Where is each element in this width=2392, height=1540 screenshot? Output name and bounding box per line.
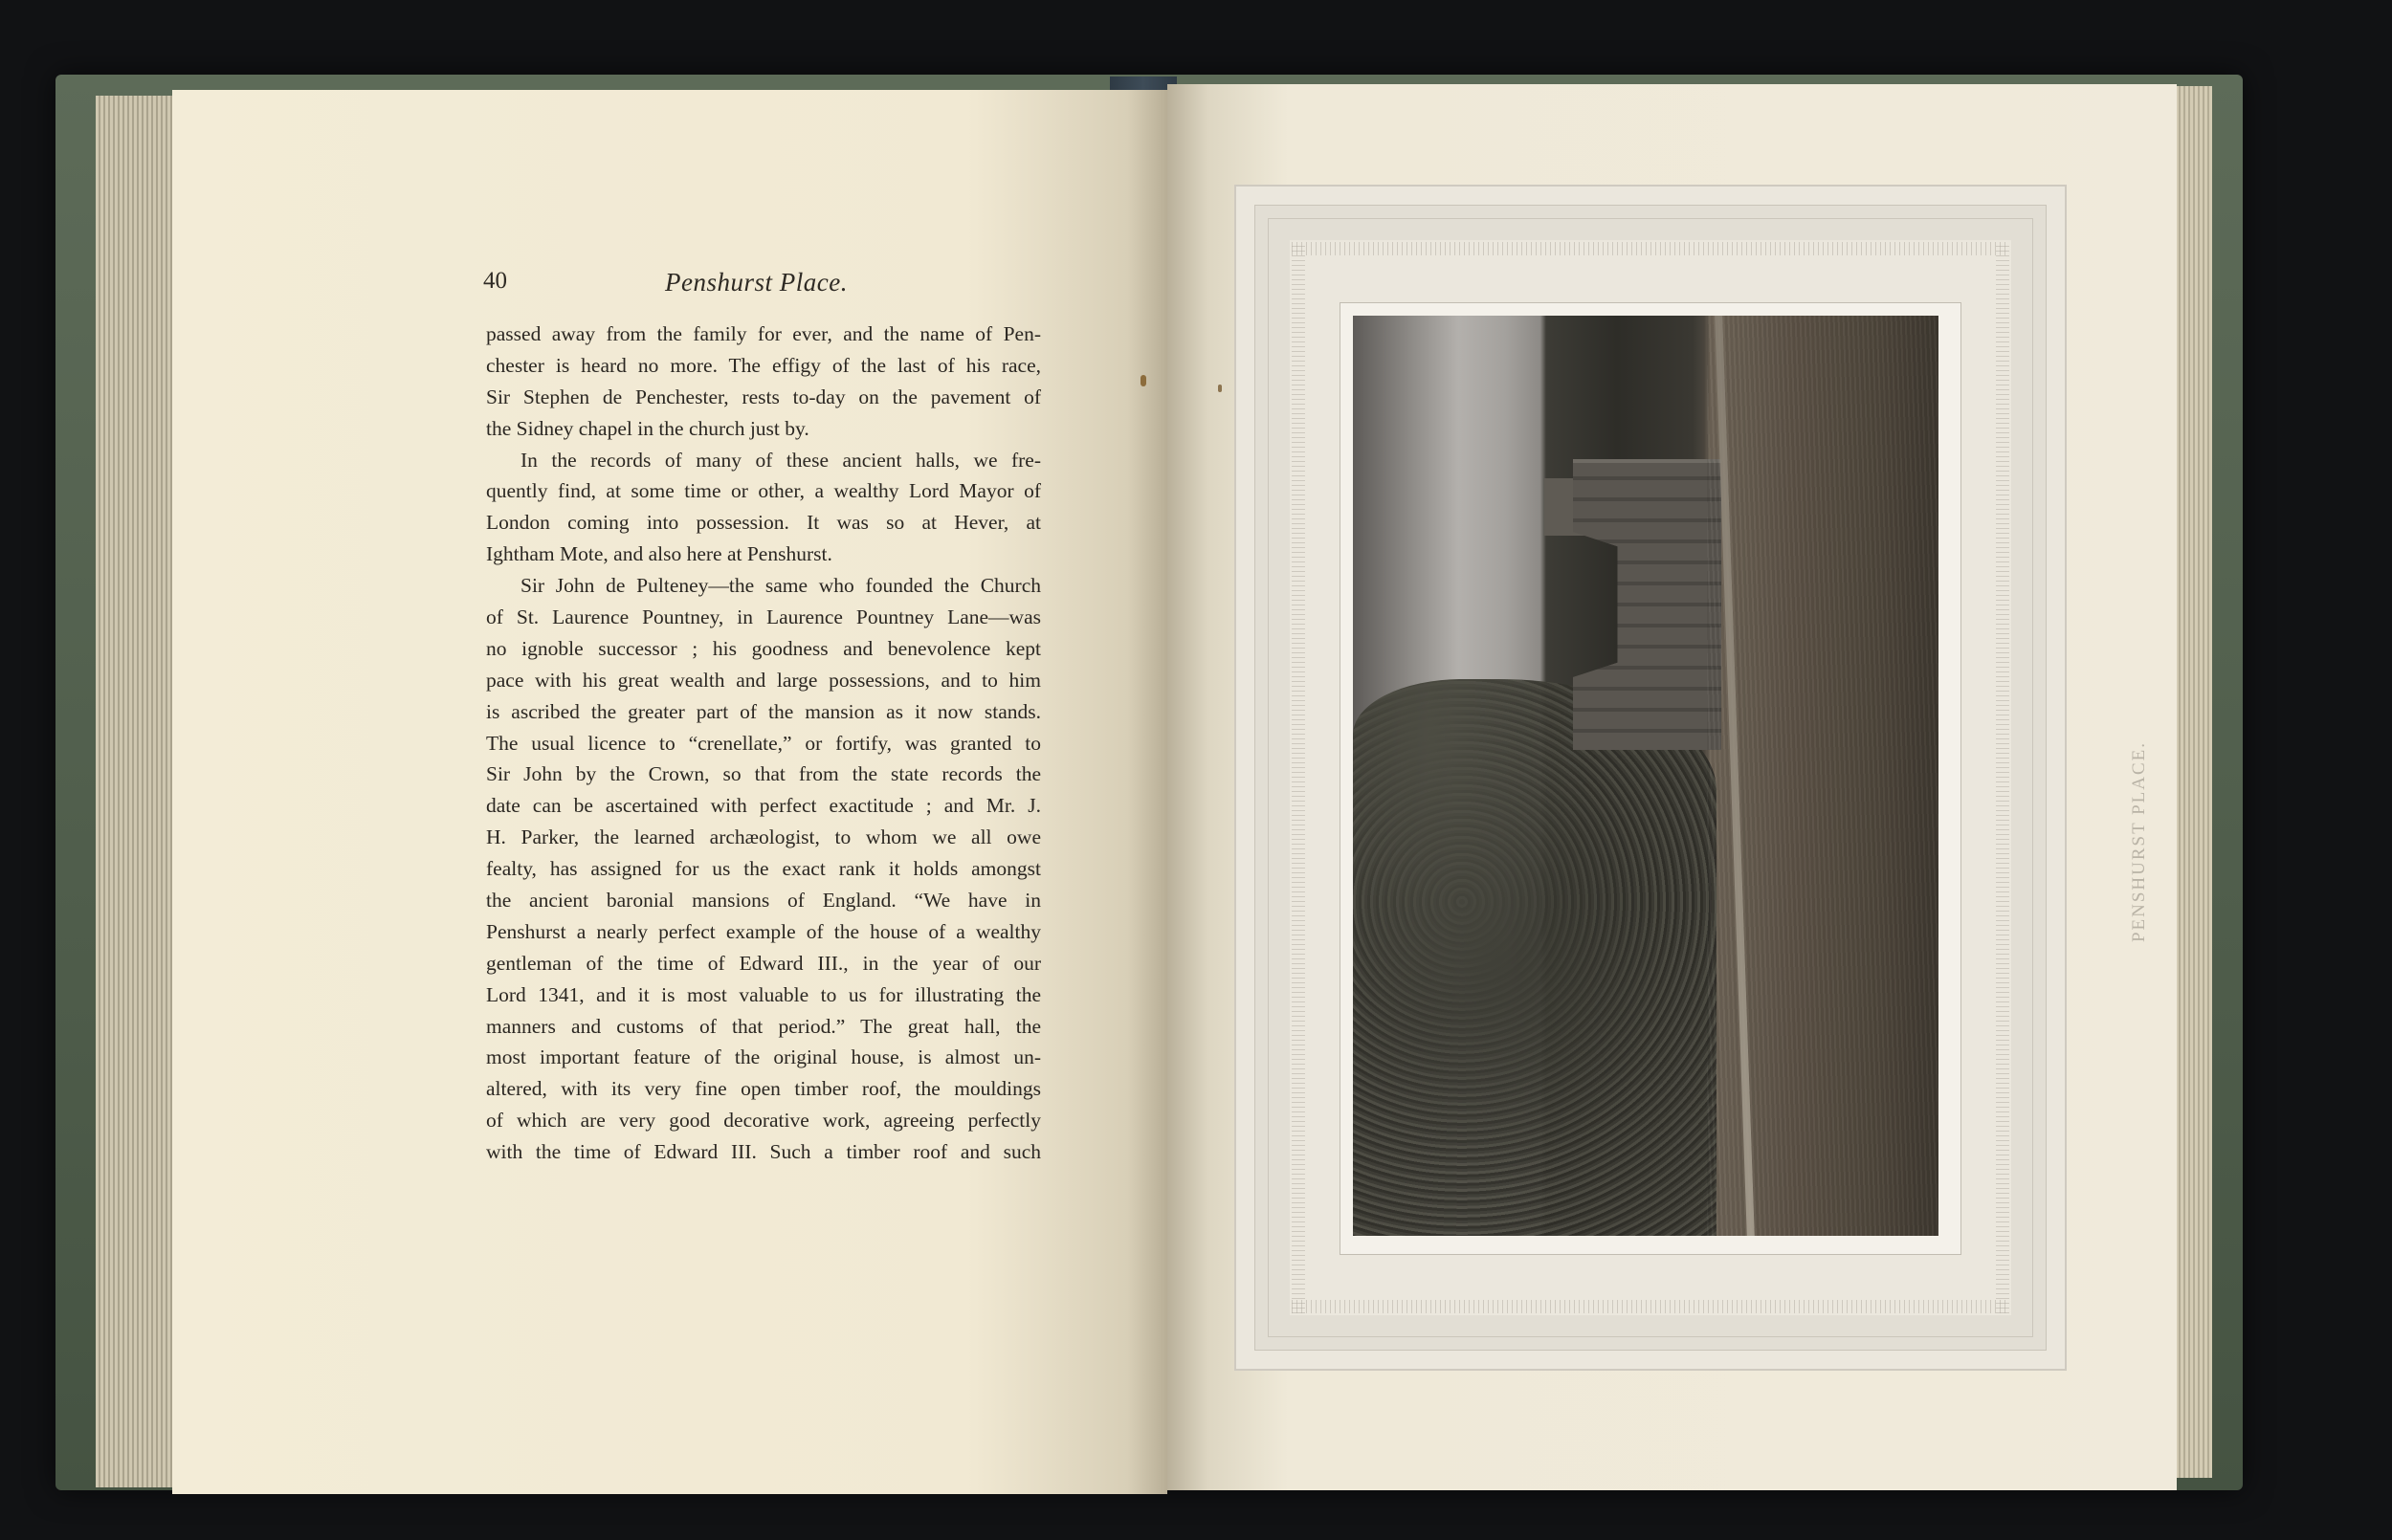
text-line: Lord 1341, and it is most valuable to us for illustrating the [486, 982, 1041, 1006]
text-line: is ascribed the greater part of the mansion as it now stands. [486, 699, 1041, 723]
text-line: of which are very good decorative work, agreeing perfectly [486, 1109, 1041, 1133]
text-line: date can be ascertained with perfect exactitude ; and Mr. J. [486, 794, 1041, 818]
text-line: H. Parker, the learned archæologist, to whom we all owe [486, 825, 1041, 849]
photo-building [1573, 459, 1721, 750]
text-line: Sir John by the Crown, so that from the state records the [486, 762, 1041, 786]
text-line: fealty, has assigned for us the exact rank it holds amongst [486, 857, 1041, 881]
text-line: In the records of many of these ancient halls, we fre- [520, 448, 1041, 472]
photograph [1353, 316, 1938, 1236]
text-line: the ancient baronial mansions of England. “We have in [486, 889, 1041, 913]
text-line: Ightham Mote, and also here at Penshurst. [486, 542, 832, 566]
plate-caption-text: PENSHURST PLACE. [2129, 740, 2149, 943]
text-line: chester is heard no more. The effigy of the last of his race, [486, 353, 1041, 377]
text-line: of St. Laurence Pountney, in Laurence Pountney Lane—was [486, 605, 1041, 629]
text-line: quently find, at some time or other, a wealthy Lord Mayor of [486, 479, 1041, 503]
text-line: Penshurst a nearly perfect example of the house of a wealthy [486, 919, 1041, 943]
page-mark [1141, 375, 1146, 386]
text-line: with the time of Edward III. Such a timber roof and such [486, 1140, 1041, 1164]
text-line: London coming into possession. It was so at Hever, at [486, 511, 1041, 535]
text-line: the Sidney chapel in the church just by. [486, 416, 809, 440]
page-number: 40 [483, 268, 507, 294]
left-page-edges [96, 96, 182, 1487]
text-line: no ignoble successor ; his goodness and benevolence kept [486, 636, 1041, 660]
text-line: gentleman of the time of Edward III., in the year of our [486, 951, 1041, 975]
text-line: most important feature of the original house, is almost un- [486, 1045, 1041, 1069]
text-line: Sir Stephen de Penchester, rests to-day on the pavement of [486, 385, 1041, 408]
text-line: pace with his great wealth and large possessions, and to him [486, 668, 1041, 692]
text-line: altered, with its very fine open timber roof, the mouldings [486, 1077, 1041, 1101]
page-mark [1218, 385, 1222, 392]
photo-trees [1353, 679, 1716, 1236]
text-line: Sir John de Pulteney—the same who founded the Church [520, 574, 1041, 598]
text-line: The usual licence to “crenellate,” or fortify, was granted to [486, 731, 1041, 755]
text-line: manners and customs of that period.” The great hall, the [486, 1014, 1041, 1038]
text-line: passed away from the family for ever, and the name of Pen- [486, 322, 1041, 345]
running-head: Penshurst Place. [665, 268, 848, 297]
body-text [486, 319, 1041, 1168]
